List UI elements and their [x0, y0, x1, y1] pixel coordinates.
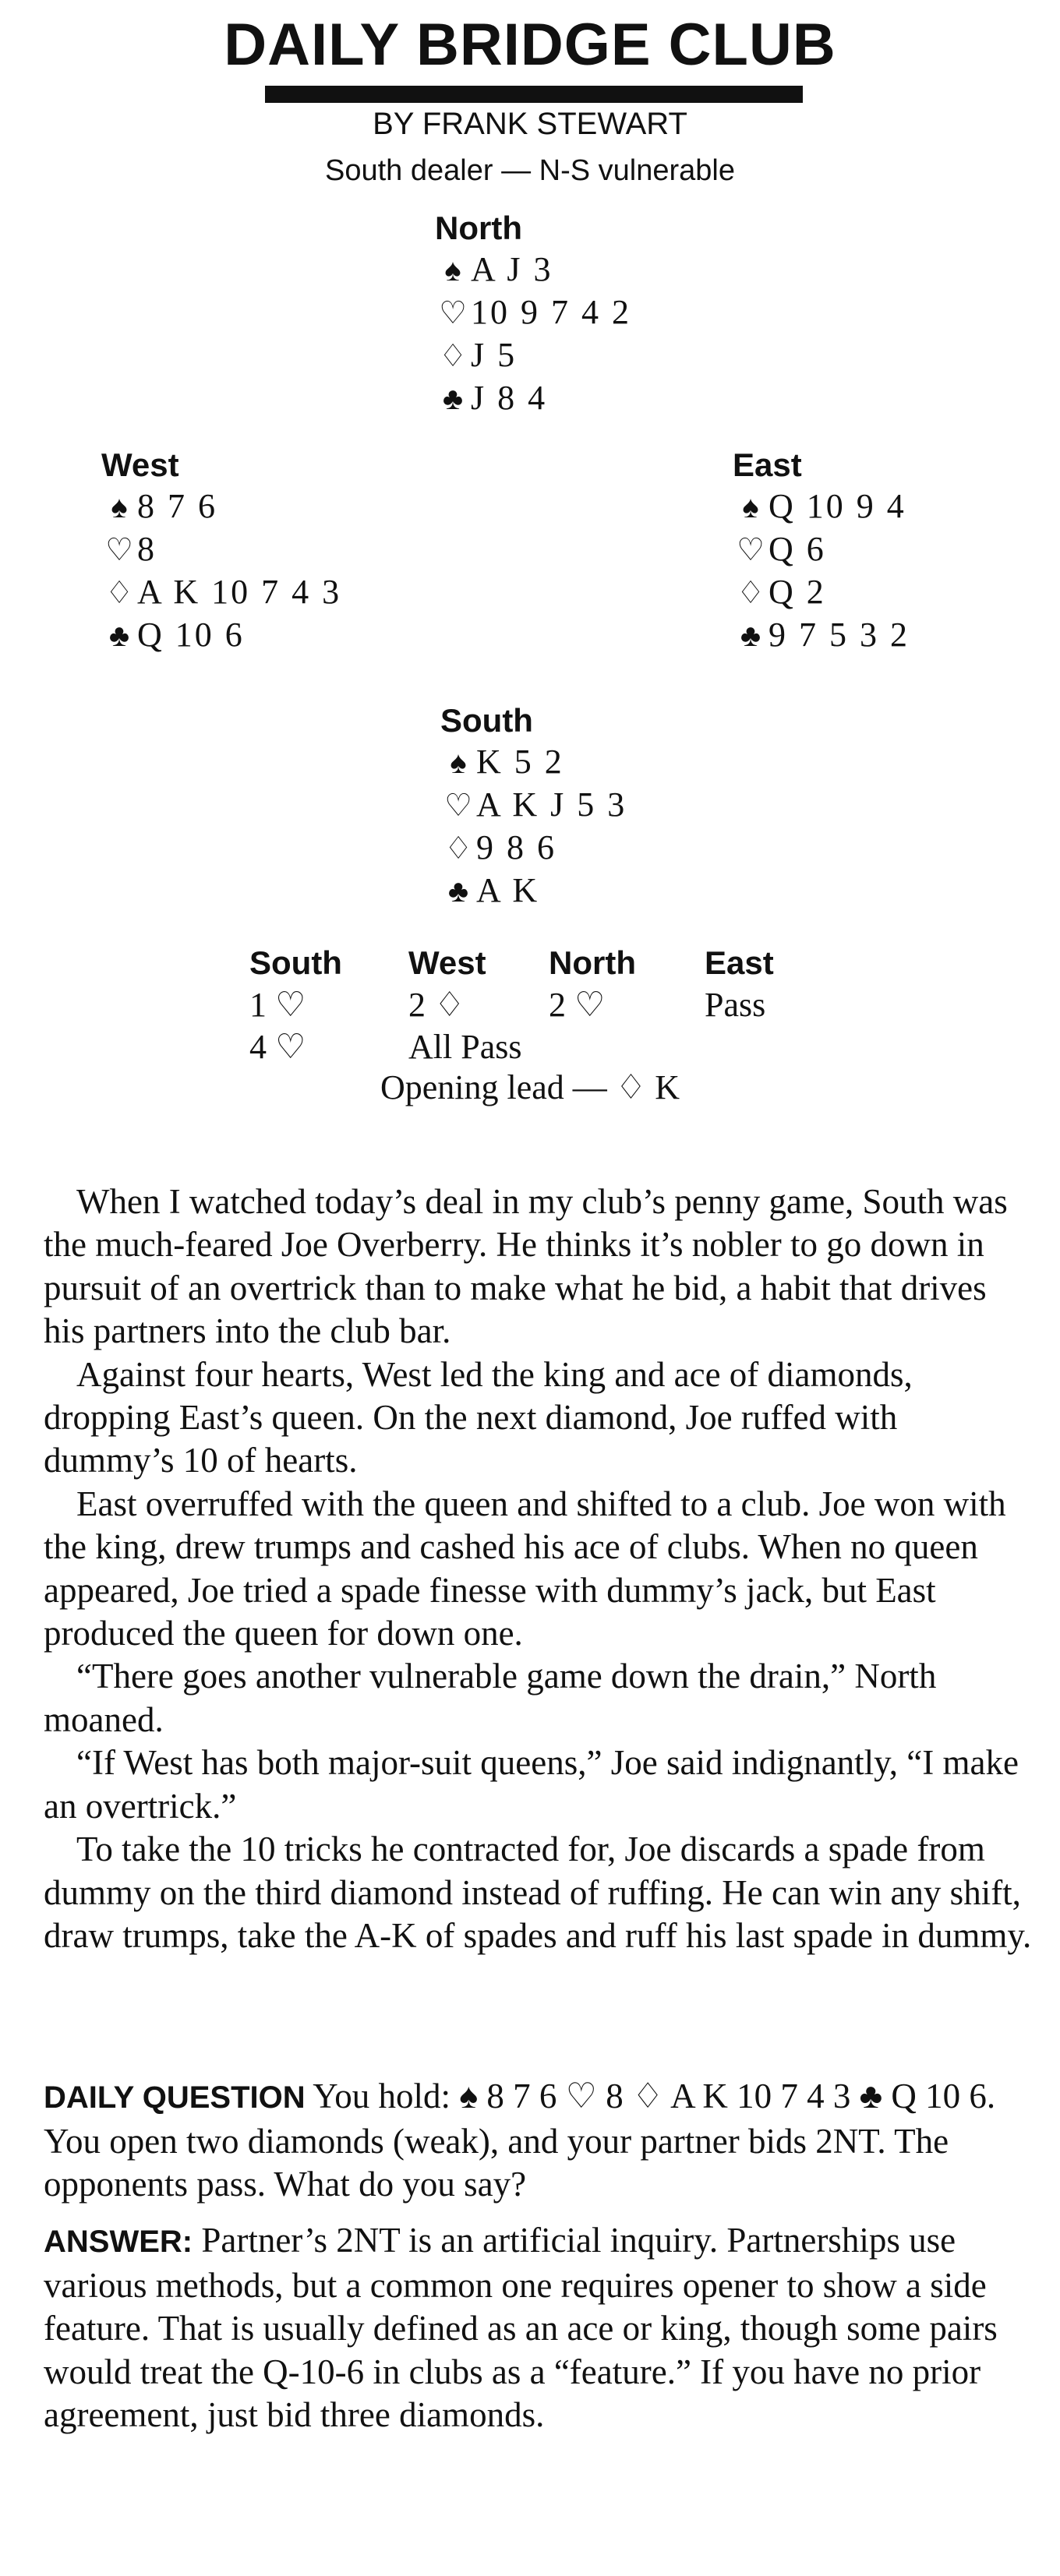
heart-icon: ♡	[737, 532, 765, 567]
spades-holding: K 5 2	[476, 743, 564, 781]
hand-label: North	[435, 210, 522, 246]
hand-label: South	[440, 702, 533, 739]
spade-icon: ♠	[742, 489, 759, 524]
club-icon: ♣	[442, 381, 464, 416]
spade-icon: ♠	[444, 252, 461, 288]
south-hand	[440, 701, 627, 912]
daily-question-label: DAILY QUESTION	[44, 2080, 306, 2115]
spade-icon: ♠	[450, 745, 467, 780]
hearts-holding: Q 6	[768, 530, 826, 568]
bidding-header-east: East	[705, 944, 774, 981]
spade-icon: ♠	[111, 489, 128, 524]
hearts-holding: A K J 5 3	[476, 785, 627, 824]
diamond-icon: ♢	[737, 575, 765, 610]
diamonds-holding: Q 2	[768, 573, 826, 611]
hearts-holding: 8	[137, 530, 157, 568]
bid-cell: All Pass	[408, 1028, 522, 1066]
bidding-header-south: South	[249, 944, 342, 981]
article-paragraph: East overruffed with the queen and shifted to a club. Joe won with the king, drew trumps and cashed his ace of clubs. When no queen appeared, Joe tried a spade finesse with dummy’s jack, but East produced the queen for down one.	[44, 1484, 1006, 1653]
hand-label: West	[101, 446, 179, 483]
spades-holding: Q 10 9 4	[768, 487, 906, 525]
spades-holding: A J 3	[471, 250, 553, 288]
answer	[44, 2219, 1034, 2437]
club-icon: ♣	[108, 618, 130, 653]
hand-label: East	[733, 446, 802, 483]
diamonds-holding: 9 8 6	[476, 828, 556, 866]
north-hand	[435, 209, 631, 419]
bidding-header-west: West	[408, 944, 486, 981]
bid-cell: 1 ♡	[249, 986, 306, 1024]
answer-label: ANSWER:	[44, 2225, 193, 2259]
article-paragraph: To take the 10 tricks he contracted for, Joe discards a spade from dummy on the third diamond instead of ruffing. He can win any shift, draw trumps, take the A-K of spades and ruff his last spade in dummy.	[44, 1830, 1032, 1955]
column-title: DAILY BRIDGE CLUB	[224, 12, 836, 78]
bid-cell: 2 ♡	[549, 986, 606, 1024]
daily-question-text: You hold: ♠ 8 7 6 ♡ 8 ♢ A K 10 7 4 3 ♣ Q 10 6. You open two diamonds (weak), and your partner bids 2NT. The opponents pass. What do you say?	[44, 2077, 996, 2204]
article-paragraph: When I watched today’s deal in my club’s penny game, South was the much-feared Joe Overberry. He thinks it’s nobler to go down in pursuit of an overtrick than to make what he bid, a habit that drives his partners into the club bar.	[44, 1182, 1008, 1351]
opening-lead: Opening lead — ♢ K	[380, 1068, 680, 1106]
heart-icon: ♡	[439, 295, 467, 330]
diamond-icon: ♢	[439, 338, 467, 373]
diamond-icon: ♢	[105, 575, 133, 610]
west-hand	[101, 446, 341, 656]
diamonds-holding: A K 10 7 4 3	[137, 573, 342, 611]
title-rule	[265, 86, 803, 103]
club-icon: ♣	[740, 618, 761, 653]
article-paragraph: Against four hearts, West led the king and ace of diamonds, dropping East’s queen. On the next diamond, Joe ruffed with dummy’s 10 of hearts.	[44, 1354, 913, 1480]
club-icon: ♣	[447, 873, 469, 909]
clubs-holding: Q 10 6	[137, 616, 245, 654]
bid-cell: 4 ♡	[249, 1028, 306, 1066]
answer-text: Partner’s 2NT is an artificial inquiry. Partnerships use various methods, but a common one requires opener to show a side feature. That is usually defined as an ace or king, though some pairs would treat the Q-10-6 in clubs as a “feature.” If you have no prior agreement, just bid three diamonds.	[44, 2221, 998, 2434]
daily-question	[44, 2075, 1034, 2207]
bid-cell: Pass	[705, 986, 766, 1024]
hearts-holding: 10 9 7 4 2	[471, 293, 631, 331]
clubs-holding: A K	[476, 871, 540, 909]
article-paragraph: “If West has both major-suit queens,” Joe said indignantly, “I make an overtrick.”	[44, 1743, 1019, 1826]
article-paragraph: “There goes another vulnerable game down the drain,” North moaned.	[44, 1657, 937, 1739]
east-hand	[733, 446, 910, 656]
deal-info: South dealer — N-S vulnerable	[325, 154, 735, 187]
clubs-holding: J 8 4	[471, 379, 548, 417]
spades-holding: 8 7 6	[137, 487, 217, 525]
clubs-holding: 9 7 5 3 2	[768, 616, 910, 654]
heart-icon: ♡	[105, 532, 133, 567]
diamond-icon: ♢	[444, 831, 472, 866]
heart-icon: ♡	[444, 788, 472, 823]
article-body	[44, 1180, 1034, 1957]
bidding-header-north: North	[549, 944, 636, 981]
diamonds-holding: J 5	[471, 336, 518, 374]
byline: BY FRANK STEWART	[373, 107, 687, 141]
bid-cell: 2 ♢	[408, 986, 465, 1024]
